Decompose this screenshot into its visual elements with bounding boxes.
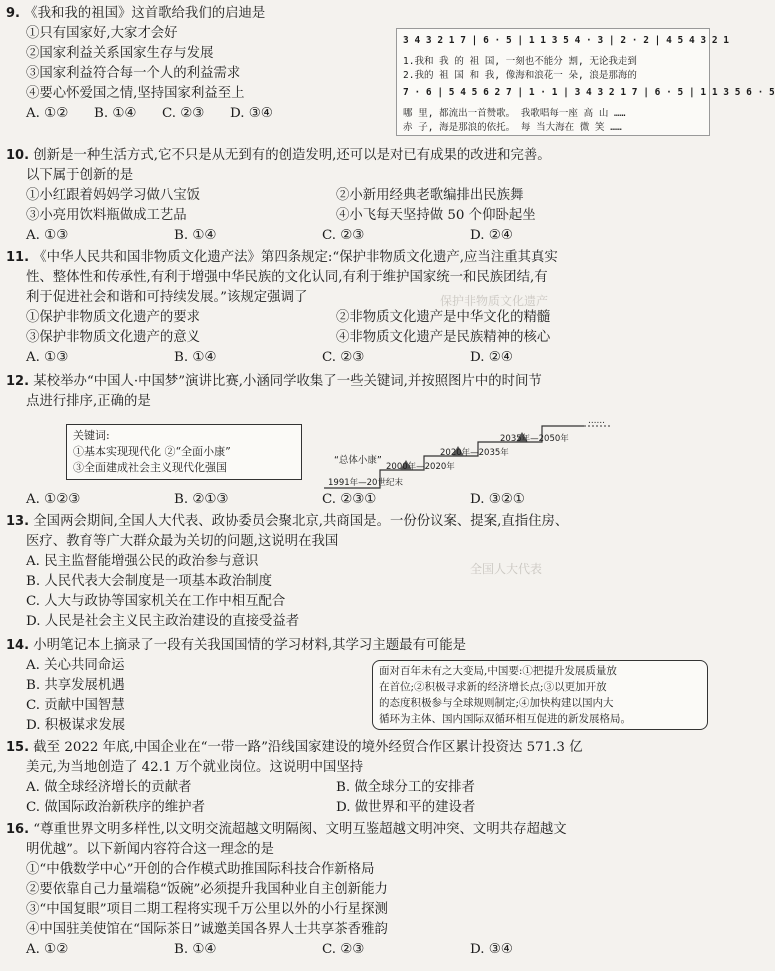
answer-option[interactable]: A. 民主监督能增强公民的政治参与意识 <box>26 554 259 569</box>
answer-option[interactable]: A. 做全球经济增长的贡献者 <box>26 780 192 795</box>
answer-option[interactable]: B. 人民代表大会制度是一项基本政治制度 <box>26 574 272 589</box>
question-stem: 明优越”。以下新闻内容符合这一理念的是 <box>26 842 274 857</box>
answer-choice[interactable]: B. ①④ <box>174 350 217 365</box>
answer-choice[interactable]: C. ②③ <box>162 106 205 121</box>
statement: ①小红跟着妈妈学习做八宝饭 <box>26 188 201 203</box>
question-stem: 小明笔记本上摘录了一段有关我国国情的学习材料,其学习主题最有可能是 <box>33 638 467 653</box>
statement: ③保护非物质文化遗产的意义 <box>26 330 201 345</box>
stair-end: …… <box>588 416 605 426</box>
score-lyrics: 2.我的 祖 国 和 我, 像海和浪花一 朵, 浪是那海的 <box>403 70 637 81</box>
answer-choice[interactable]: B. ②①③ <box>174 492 229 507</box>
question-stem: 美元,为当地创造了 42.1 万个就业岗位。这说明中国坚持 <box>26 760 364 775</box>
score-notes-row1: 3 4 3 2 1 7 | 6 · 5 | 1 1 3 5 4 · 3 | 2 · 2 | 4 5 4 3 2 1 <box>403 35 730 46</box>
answer-choice[interactable]: C. ②③ <box>322 350 365 365</box>
answer-choice[interactable]: C. ②③ <box>322 228 365 243</box>
bleed-through-text: 全国人大代表 <box>470 562 543 576</box>
question-16 <box>6 820 710 960</box>
question-12-choices <box>6 490 710 510</box>
question-stem: 利于促进社会和谐和可持续发展。”该规定强调了 <box>26 290 308 305</box>
statement: ④小飞每天坚持做 50 个仰卧起坐 <box>336 208 536 223</box>
question-12 <box>6 372 710 412</box>
question-11 <box>6 248 710 368</box>
stair-label: 2000年—2020年 <box>386 462 455 472</box>
answer-choice[interactable]: B. ①④ <box>94 106 137 121</box>
question-10 <box>6 146 710 246</box>
answer-option[interactable]: C. 做国际政治新秩序的维护者 <box>26 800 205 815</box>
note-line: 在首位;②积极寻求新的经济增长点;③以更加开放 <box>379 681 607 693</box>
statement: ②要依靠自己力量端稳“饭碗”必须提升我国种业自主创新能力 <box>26 882 388 897</box>
note-line: 面对百年未有之大变局,中国要:①把提升发展质量放 <box>379 665 617 677</box>
stair-label: 1991年—20世纪末 <box>328 478 403 488</box>
stair-label: 2020年—2035年 <box>440 448 509 458</box>
answer-option[interactable]: C. 贡献中国智慧 <box>26 698 125 713</box>
answer-choice[interactable]: A. ①② <box>26 942 69 957</box>
statement: ②国家利益关系国家生存与发展 <box>26 46 214 61</box>
answer-option[interactable]: C. 人大与政协等国家机关在工作中相互配合 <box>26 594 286 609</box>
question-stem: 创新是一种生活方式,它不只是从无到有的创造发明,还可以是对已有成果的改进和完善。 <box>33 148 551 163</box>
score-lyrics: 1.我和 我 的 祖 国, 一刻也不能分 割, 无论我走到 <box>403 56 637 67</box>
statement: ①只有国家好,大家才会好 <box>26 26 178 41</box>
statement: ④要心怀爱国之情,坚持国家利益至上 <box>26 86 245 101</box>
note-line: 循环为主体、国内国际双循环相互促进的新发展格局。 <box>379 713 631 725</box>
answer-choice[interactable]: C. ②③ <box>322 942 365 957</box>
keywords-line: ①基本实现现代化 ②“全面小康” <box>73 445 231 458</box>
statement: ②非物质文化遗产是中华文化的精髓 <box>336 310 551 325</box>
answer-choice[interactable]: A. ①③ <box>26 228 69 243</box>
answer-choice[interactable]: D. ③④ <box>470 942 513 957</box>
answer-choice[interactable]: D. ③②① <box>470 492 525 507</box>
statement: ④非物质文化遗产是民族精神的核心 <box>336 330 551 345</box>
question-stem: 以下属于创新的是 <box>26 168 134 183</box>
question-number: 15. <box>6 740 30 755</box>
keywords-line: ③全面建成社会主义现代化强国 <box>73 461 227 474</box>
stair-label-title: “总体小康” <box>334 455 382 466</box>
answer-option[interactable]: A. 关心共同命运 <box>26 658 125 673</box>
question-number: 13. <box>6 514 30 529</box>
question-13 <box>6 512 710 632</box>
timeline-staircase <box>320 416 620 492</box>
note-line: 的态度积极参与全球规则制定;④加快构建以国内大 <box>379 697 614 709</box>
statement: ②小新用经典老歌编排出民族舞 <box>336 188 524 203</box>
answer-option[interactable]: B. 共享发展机遇 <box>26 678 125 693</box>
answer-choice[interactable]: D. ②④ <box>470 350 513 365</box>
answer-choice[interactable]: B. ①④ <box>174 228 217 243</box>
answer-choice[interactable]: A. ①② <box>26 106 69 121</box>
answer-choice[interactable]: B. ①④ <box>174 942 217 957</box>
question-stem: 某校举办“中国人·中国梦”演讲比赛,小涵同学收集了一些关键词,并按照图片中的时间节 <box>33 374 542 389</box>
music-score <box>396 28 775 136</box>
answer-choice[interactable]: D. ③④ <box>230 106 273 121</box>
statement: ③“中国复眼”项目二期工程将实现千万公里以外的小行星探测 <box>26 902 388 917</box>
question-number: 16. <box>6 822 30 837</box>
statement: ①保护非物质文化遗产的要求 <box>26 310 201 325</box>
question-stem: 全国两会期间,全国人大代表、政协委员会聚北京,共商国是。一份份议案、提案,直指住房、 <box>33 514 569 529</box>
question-number: 11. <box>6 250 30 265</box>
question-stem: 性、整体性和传承性,有利于增强中华民族的文化认同,有利于维护国家统一和民族团结,有 <box>26 270 548 285</box>
answer-choice[interactable]: A. ①②③ <box>26 492 81 507</box>
answer-choice[interactable]: A. ①③ <box>26 350 69 365</box>
question-stem: “尊重世界文明多样性,以文明交流超越文明隔阂、文明互鉴超越文明冲突、文明共存超越文 <box>33 822 567 837</box>
score-notes-row2: 7 · 6 | 5 4 5 6 2 7 | 1 · 1 | 3 4 3 2 1 7 | 6 · 5 | 1 1 3 5 6 · 5 <box>403 87 775 98</box>
statement: ④中国驻美使馆在“国际茶日”诚邀美国各界人士共享茶香雅韵 <box>26 922 388 937</box>
question-stem: 《中华人民共和国非物质文化遗产法》第四条规定:“保护非物质文化遗产,应当注重其真实 <box>33 250 558 265</box>
question-number: 9. <box>6 6 20 21</box>
keywords-title: 关键词: <box>73 429 110 442</box>
answer-choice[interactable]: D. ②④ <box>470 228 513 243</box>
answer-option[interactable]: D. 积极谋求发展 <box>26 718 126 733</box>
statement: ③国家利益符合每一个人的利益需求 <box>26 66 241 81</box>
answer-option[interactable]: B. 做全球分工的安排者 <box>336 780 475 795</box>
answer-option[interactable]: D. 人民是社会主义民主政治建设的直接受益者 <box>26 614 300 629</box>
question-number: 10. <box>6 148 30 163</box>
question-stem: 医疗、教育等广大群众最为关切的问题,这说明在我国 <box>26 534 339 549</box>
question-stem: 点进行排序,正确的是 <box>26 394 151 409</box>
score-lyrics: 哪 里, 都流出一首赞歌。 我歌唱每一座 高 山 …… <box>403 108 626 119</box>
question-stem: 《我和我的祖国》这首歌给我们的启迪是 <box>24 6 266 21</box>
statement: ③小亮用饮料瓶做成工艺品 <box>26 208 187 223</box>
question-15 <box>6 738 710 818</box>
question-number: 14. <box>6 638 30 653</box>
question-stem: 截至 2022 年底,中国企业在“一带一路”沿线国家建设的境外经贸合作区累计投资达 571.3 亿 <box>33 740 583 755</box>
score-lyrics: 赤 子, 海是那浪的依托。 每 当大海在 微 笑 …… <box>403 122 622 133</box>
notebook-excerpt <box>372 660 708 730</box>
bleed-through-text: 保护非物质文化遗产 <box>440 294 549 308</box>
keywords-box <box>66 424 302 480</box>
answer-choice[interactable]: C. ②③① <box>322 492 377 507</box>
question-number: 12. <box>6 374 30 389</box>
statement: ①“中俄数学中心”开创的合作模式助推国际科技合作新格局 <box>26 862 375 877</box>
answer-option[interactable]: D. 做世界和平的建设者 <box>336 800 476 815</box>
stair-label: 2035年—2050年 <box>500 434 569 444</box>
